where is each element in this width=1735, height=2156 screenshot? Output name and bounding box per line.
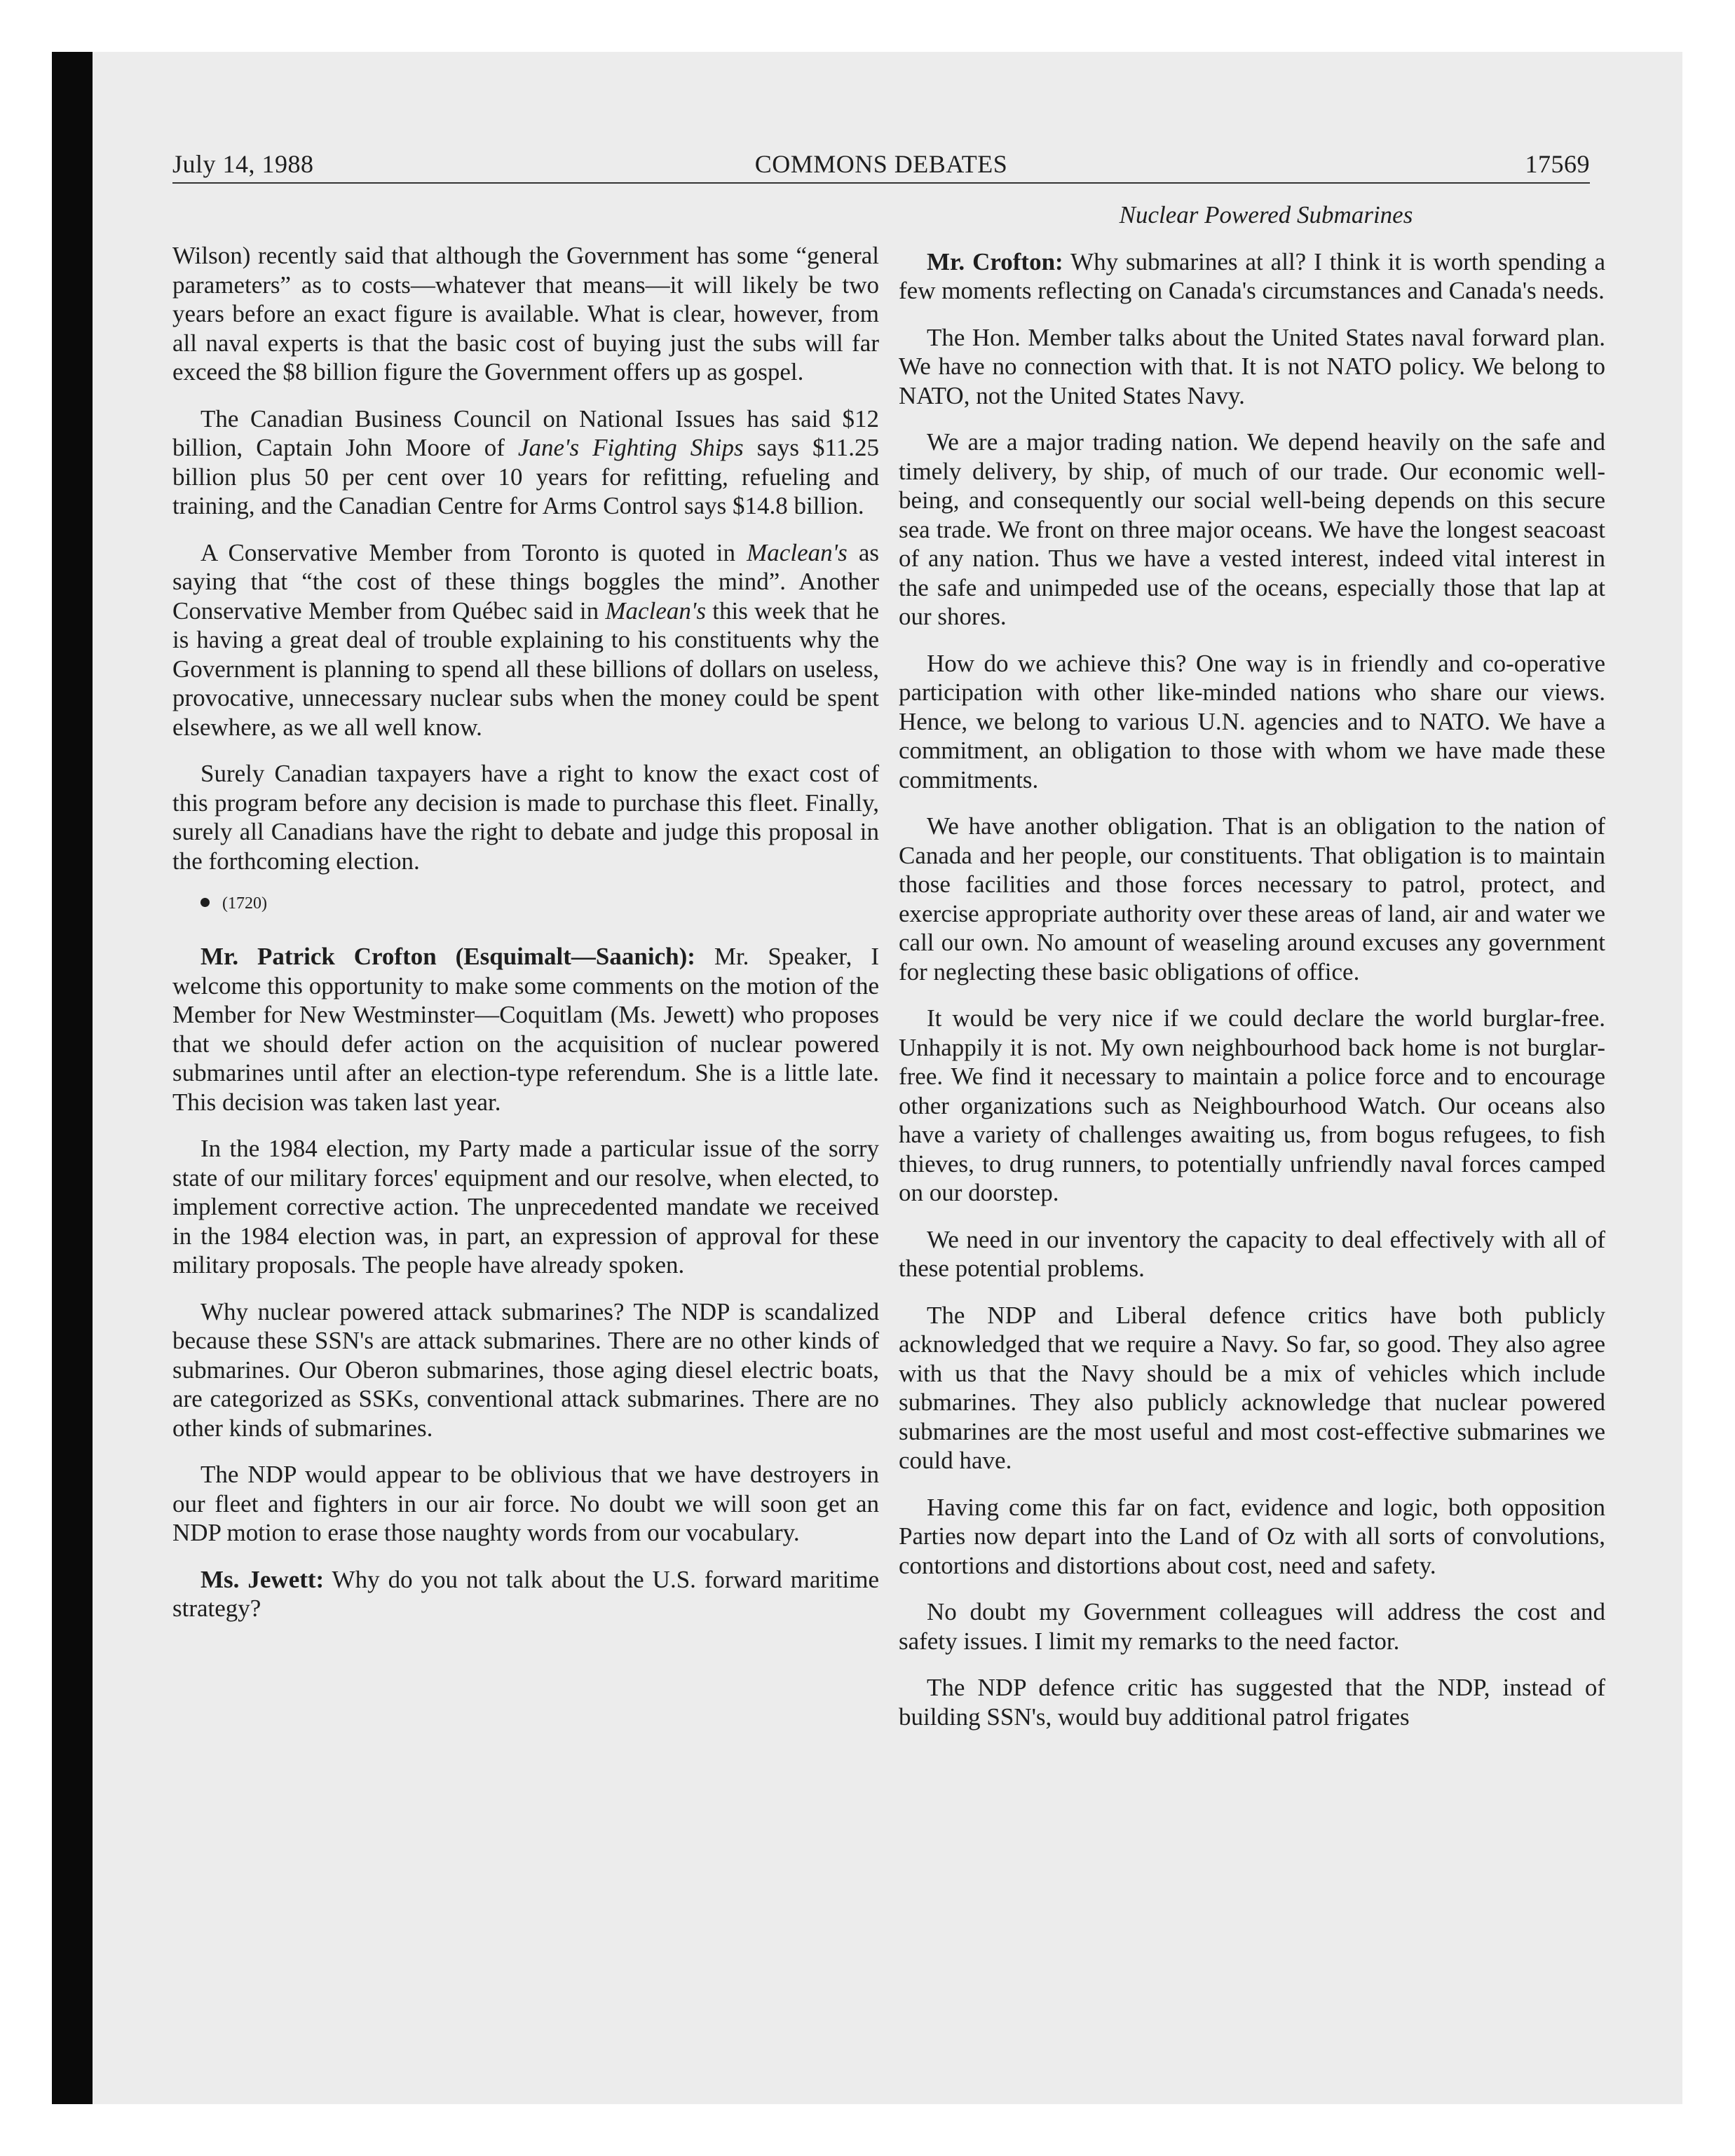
paragraph bbox=[172, 538, 879, 742]
running-header bbox=[172, 146, 1590, 184]
paragraph: How do we achieve this? One way is in friendly and co-operative participation with other like-minded nations who share our views. Hence, we belong to various U.N. agencies and to NATO. We have a commitment, an obligation to those with whom we have made these commitments. bbox=[899, 649, 1605, 793]
paragraph bbox=[172, 942, 879, 1117]
paragraph-text: Mr. Speaker, I welcome this opportunity to make some comments on the motion of the Member for New Westminster—Coquitlam (Ms. Jewett) who proposes that we should defer action on the acquisition of nuclear powered submarines until after an election-type referendum. She is a little late. This decision was taken last year. bbox=[172, 943, 879, 1116]
right-column bbox=[899, 200, 1605, 1749]
speaker-name: Ms. Jewett: bbox=[200, 1565, 325, 1593]
paragraph bbox=[899, 247, 1605, 306]
paragraph: The NDP and Liberal defence critics have both publicly acknowledged that we require a Navy. So far, so good. They also agree with us that the Navy should be a mix of vehicles which include submarines. They also publicly acknowledge that nuclear powered submarines are the most useful and most cost-effective submarines we could have. bbox=[899, 1301, 1605, 1474]
paragraph: We are a major trading nation. We depend heavily on the safe and timely delivery, by ship, of much of our trade. Our economic well-being, and consequently our social well-being depends on this secure sea trade. We front on three major oceans. We have the longest seacoast of any nation. Thus we have a vested interest, indeed vital interest in the safe and unimpeded use of the oceans, especially those that lap at our shores. bbox=[899, 428, 1605, 630]
paragraph-text: The Canadian Business Council on National Issues has said $12 billion, Captain John Moore of bbox=[172, 404, 879, 461]
speaker-name: Mr. Patrick Crofton (Esquimalt—Saanich): bbox=[200, 943, 695, 970]
publication-title: Jane's Fighting Ships bbox=[517, 434, 744, 461]
paragraph: No doubt my Government colleagues will address the cost and safety issues. I limit my remarks to the need factor. bbox=[899, 1598, 1605, 1655]
header-date: July 14, 1988 bbox=[172, 150, 314, 178]
left-column bbox=[172, 200, 879, 1641]
header-page-number: 17569 bbox=[1525, 150, 1590, 178]
paragraph bbox=[172, 404, 879, 521]
paragraph-text: this week that he is having a great deal of trouble explaining to his constituents why the Government is planning to spend all these billions of dollars on useless, provocative, unnecessary nuclear subs when the money could be spent elsewhere, as we all well know. bbox=[172, 596, 879, 741]
publication-title: Maclean's bbox=[747, 538, 848, 566]
scan-edge-bar bbox=[52, 52, 93, 2104]
paragraph: We need in our inventory the capacity to deal effectively with all of these potential problems. bbox=[899, 1225, 1605, 1282]
time-marker bbox=[200, 893, 879, 914]
bullet-icon bbox=[200, 898, 210, 907]
paragraph bbox=[172, 1565, 879, 1623]
paragraph: The NDP would appear to be oblivious that we have destroyers in our fleet and fighters in our air force. No doubt we will soon get an NDP motion to erase those naughty words from our vocabulary. bbox=[172, 1461, 879, 1546]
speaker-name: Mr. Crofton: bbox=[927, 247, 1063, 275]
publication-title: Maclean's bbox=[605, 596, 706, 625]
paragraph: We have another obligation. That is an obligation to the nation of Canada and her people, our constituents. That obligation is to maintain those facilities and those forces necessary to patrol, protect, and exercise appropriate authority over these areas of land, air and water we call our own. No amount of weaseling around excuses any government for neglecting these basic obligations of office. bbox=[899, 812, 1605, 985]
paragraph-text: A Conservative Member from Toronto is quoted in bbox=[200, 538, 747, 566]
paragraph: Why nuclear powered attack submarines? The NDP is scandalized because these SSN's are attack submarines. There are no other kinds of submarines. Our Oberon submarines, those aging diesel electric boats, are categorized as SSKs, conventional attack submarines. There are no other kinds of submarines. bbox=[172, 1297, 879, 1442]
paragraph-text: says $11.25 billion plus 50 per cent over 10 years for refitting, refueling and training, and the Canadian Centre for Arms Control says $14.8 billion. bbox=[172, 434, 879, 519]
paragraph: Having come this far on fact, evidence and logic, both opposition Parties now depart into the Land of Oz with all sorts of convolutions, contortions and distortions about cost, need and safety. bbox=[899, 1493, 1605, 1579]
paragraph: In the 1984 election, my Party made a particular issue of the sorry state of our military forces' equipment and our resolve, when elected, to implement corrective action. The unprecedented mandate we received in the 1984 election was, in part, an expression of approval for these military proposals. The people have already spoken. bbox=[172, 1135, 879, 1278]
section-subheading: Nuclear Powered Submarines bbox=[1119, 201, 1413, 228]
paragraph: Surely Canadian taxpayers have a right to know the exact cost of this program before any decision is made to purchase this fleet. Finally, surely all Canadians have the right to debate and judge this proposal in the forthcoming election. bbox=[172, 760, 879, 875]
paragraph: The NDP defence critic has suggested that the NDP, instead of building SSN's, would buy additional patrol frigates bbox=[899, 1674, 1605, 1731]
paragraph: It would be very nice if we could declare the world burglar-free. Unhappily it is not. My own neighbourhood back home is not burglar-free. We find it necessary to maintain a police force and to encourage other organizations such as Neighbourhood Watch. Our oceans also have a variety of challenges awaiting us, from bogus refugees, to fish thieves, to drug runners, to potentially unfriendly naval forces camped on our doorstep. bbox=[899, 1004, 1605, 1206]
paragraph-text: as saying that “the cost of these things boggles the mind”. Another Conservative Member from Québec said in bbox=[172, 538, 880, 625]
paragraph: The Hon. Member talks about the United States naval forward plan. We have no connection with that. It is not NATO policy. We belong to NATO, not the United States Navy. bbox=[899, 323, 1605, 409]
header-publication: COMMONS DEBATES bbox=[754, 150, 1008, 178]
paragraph-text: Why do you not talk about the U.S. forward maritime strategy? bbox=[172, 1565, 879, 1622]
paragraph: Wilson) recently said that although the Government has some “general parameters” as to costs—whatever that means—it will likely be two years before an exact figure is available. What is clear, however, from all naval experts is that the basic cost of buying just the subs will far exceed the $8 billion figure the Government offers up as gospel. bbox=[172, 242, 879, 386]
paragraph-text: Why submarines at all? I think it is worth spending a few moments reflecting on Canada's circumstances and Canada's needs. bbox=[899, 247, 1606, 304]
time-marker-text: (1720) bbox=[222, 894, 267, 913]
